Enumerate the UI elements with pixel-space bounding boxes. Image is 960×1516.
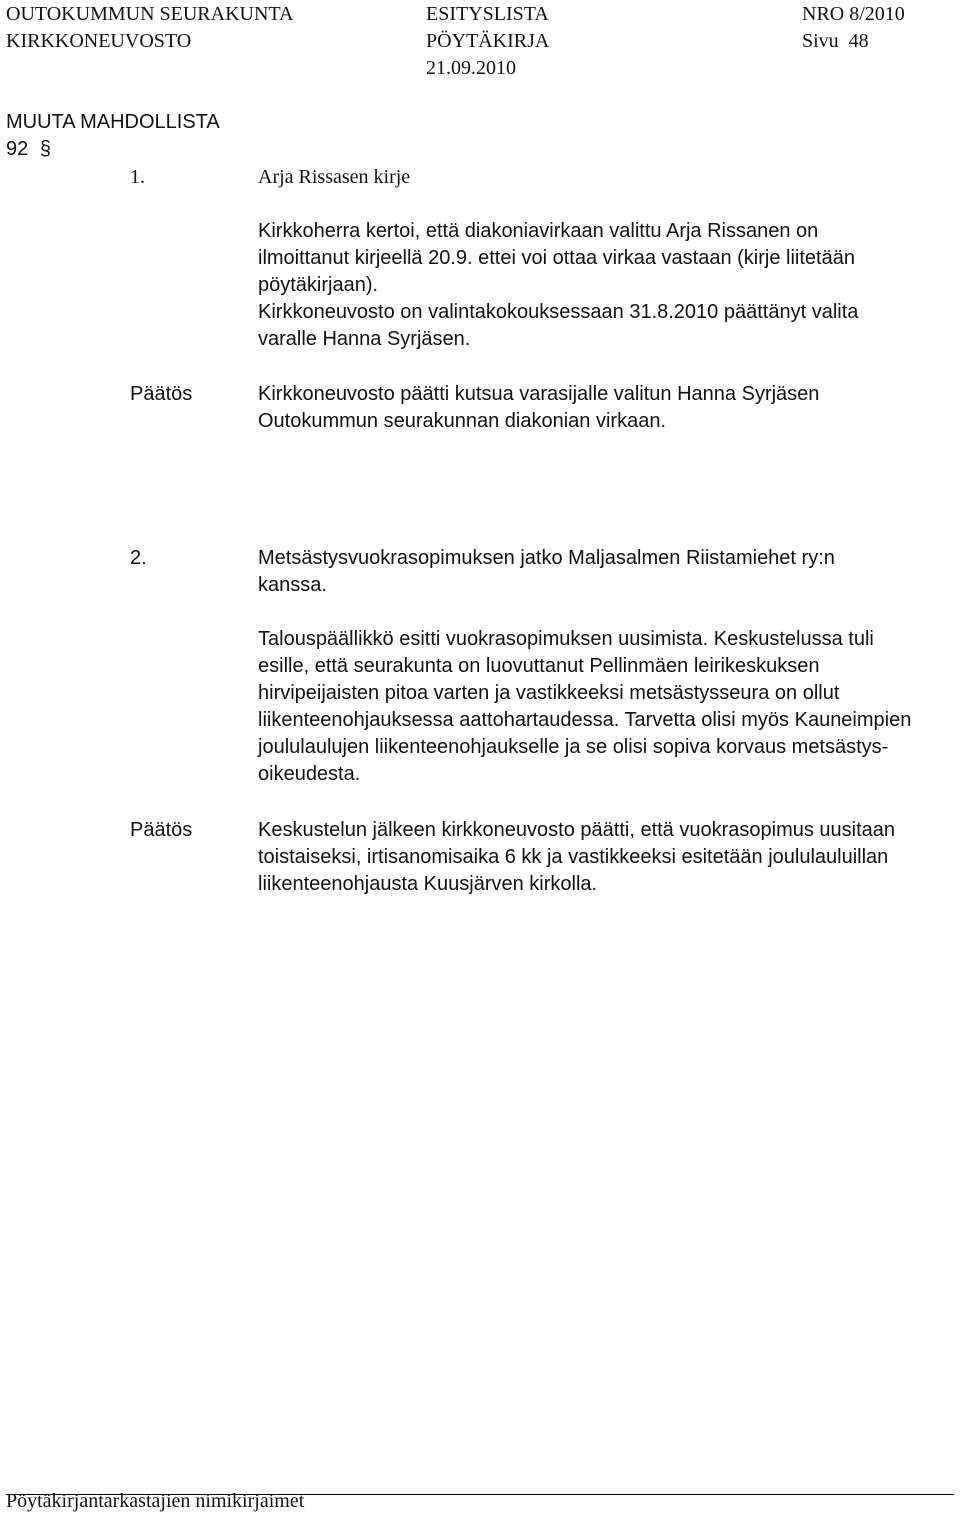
decision-text — [258, 381, 958, 435]
document-number: NRO 8/2010 — [802, 3, 905, 25]
body-line: Kirkkoherra kertoi, että diakoniavirkaan valittu Arja Rissanen on — [258, 220, 819, 242]
doc-type-minutes: PÖYTÄKIRJA — [426, 30, 550, 52]
decision-line: liikenteenohjausta Kuusjärven kirkolla. — [258, 873, 598, 895]
section-number — [6, 136, 51, 163]
body-line: esille, että seurakunta on luovuttanut Pellinmäen leirikeskuksen — [258, 655, 820, 677]
body-line: oikeudesta. — [258, 763, 361, 785]
title-line: Metsästysvuokrasopimuksen jatko Maljasalmen Riistamiehet ry:n — [258, 547, 835, 569]
section-symbol: § — [39, 138, 51, 160]
body-line: ilmoittanut kirjeellä 20.9. ettei voi ottaa virkaa vastaan (kirje liitetään — [258, 247, 855, 269]
body-line: Talouspäällikkö esitti vuokrasopimuksen uusimista. Keskustelussa tuli — [258, 628, 874, 650]
body-name: KIRKKONEUVOSTO — [6, 30, 192, 52]
body-line: hirvipeijaisten pitoa varten ja vastikkeeksi metsästysseura on ollut — [258, 682, 840, 704]
org-name: OUTOKUMMUN SEURAKUNTA — [6, 3, 294, 25]
item-body — [258, 218, 958, 353]
title-line: kanssa. — [258, 574, 327, 596]
meeting-date: 21.09.2010 — [426, 57, 516, 79]
decision-label: Päätös — [130, 819, 193, 841]
decision-text — [258, 817, 958, 898]
decision-label: Päätös — [130, 383, 193, 405]
item-body — [258, 626, 958, 788]
decision-line: toistaiseksi, irtisanomisaika 6 kk ja vastikkeeksi esitetään joululauluillan — [258, 846, 889, 868]
doc-type-agenda: ESITYSLISTA — [426, 3, 549, 25]
body-line: joululaulujen liikenteenohjaukselle ja se olisi sopiva korvaus metsästys- — [258, 736, 889, 758]
section-title: MUUTA MAHDOLLISTA — [6, 111, 220, 133]
body-line: varalle Hanna Syrjäsen. — [258, 328, 471, 350]
item-number: 1. — [130, 166, 145, 188]
item-number: 2. — [130, 547, 147, 569]
body-line: pöytäkirjaan). — [258, 274, 379, 296]
page-number: Sivu 48 — [802, 30, 869, 52]
footer-initials-label: Pöytäkirjantarkastajien nimikirjaimet — [6, 1490, 305, 1512]
decision-line: Keskustelun jälkeen kirkkoneuvosto päätti, että vuokrasopimus uusitaan — [258, 819, 896, 841]
body-line: Kirkkoneuvosto on valintakokouksessaan 31.8.2010 päättänyt valita — [258, 301, 859, 323]
decision-line: Kirkkoneuvosto päätti kutsua varasijalle valitun Hanna Syrjäsen — [258, 383, 820, 405]
item-title — [258, 545, 958, 599]
item-title: Arja Rissasen kirje — [258, 166, 411, 188]
body-line: liikenteenohjauksessa aattohartaudessa. Tarvetta olisi myös Kauneimpien — [258, 709, 912, 731]
decision-line: Outokummun seurakunnan diakonian virkaan. — [258, 410, 667, 432]
section-number-value: 92 — [6, 138, 29, 160]
